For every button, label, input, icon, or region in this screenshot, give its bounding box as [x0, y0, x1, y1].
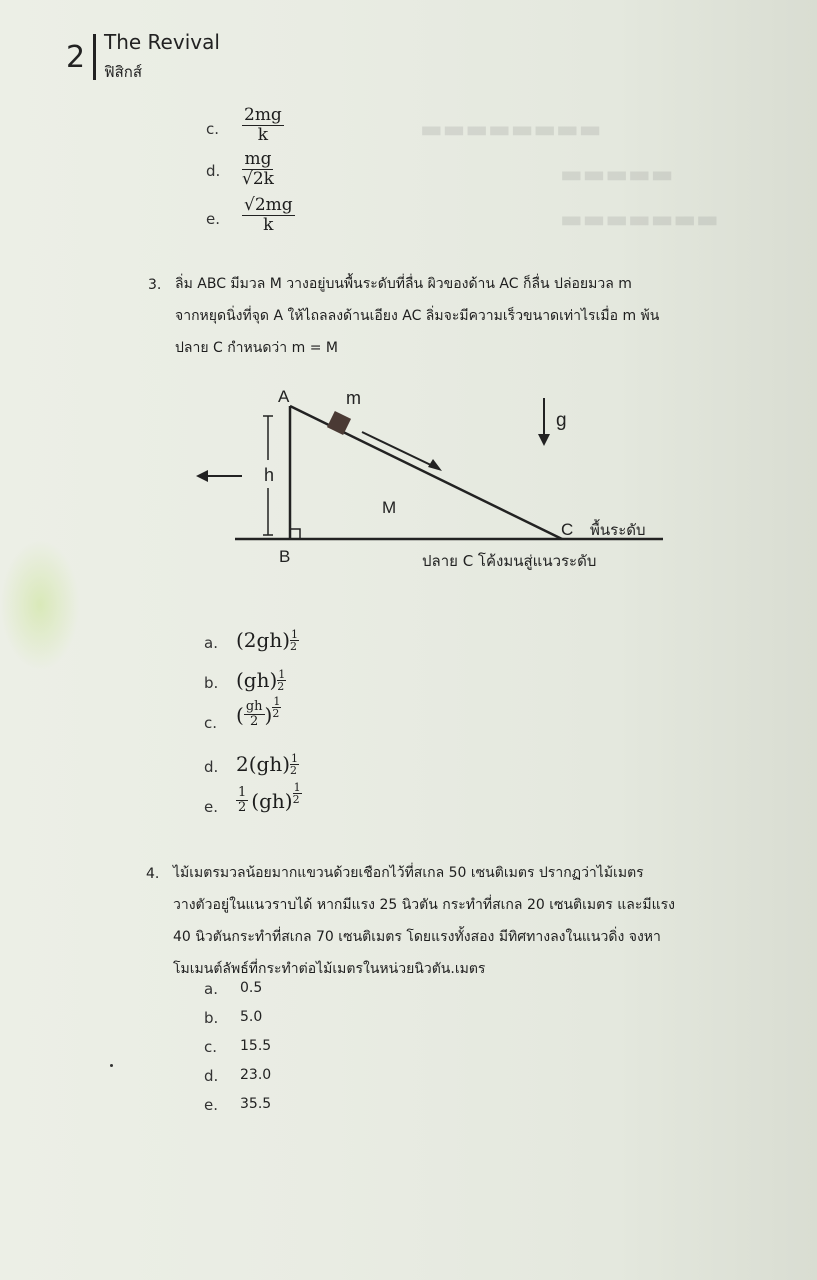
label-M: M	[382, 498, 397, 517]
motion-arrow-line	[362, 432, 435, 467]
option-value: 5.0	[240, 1009, 263, 1025]
fraction-numerator: √2mg	[244, 195, 293, 215]
option-value: 35.5	[240, 1096, 272, 1112]
option-letter: d.	[206, 162, 221, 180]
book-subject: ฟิสิกส์	[104, 63, 143, 81]
option-letter: a.	[204, 980, 218, 998]
exponent-half	[290, 629, 299, 652]
fraction	[242, 150, 274, 188]
q4-option-c	[204, 1038, 404, 1067]
fraction-denominator: k	[257, 124, 269, 145]
option-letter: c.	[206, 120, 220, 138]
label-h: h	[264, 465, 275, 485]
exponent-half	[272, 696, 281, 719]
fraction-numerator: gh	[245, 699, 263, 714]
fraction-numerator: mg	[244, 149, 272, 169]
exponent-den: 2	[277, 680, 285, 693]
fraction-numerator: 2mg	[244, 105, 282, 125]
ground-label: พื้นระดับ	[590, 521, 646, 539]
exponent-num: 1	[273, 695, 281, 709]
bleed-through-shadow: ▬▬▬▬▬▬▬▬	[420, 115, 602, 143]
option-letter: e.	[204, 1096, 218, 1114]
exponent-den: 2	[292, 793, 300, 807]
bleed-through-shadow: ▬▬▬▬▬	[560, 160, 674, 188]
coefficient-fraction	[236, 786, 248, 816]
question-3-line: ลิ่ม ABC มีมวล M วางอยู่บนพื้นระดับที่ลื่น ผิวของด้าน AC ก็ลื่น ปล่อยมวล m	[175, 276, 632, 292]
expression-base: (gh)	[236, 668, 278, 692]
fraction-denominator: 2	[238, 800, 247, 816]
question-3-line: จากหยุดนิ่งที่จุด A ให้ไถลลงด้านเอียง AC ลิ่มจะมีความเร็วขนาดเท่าไรเมื่อ m พ้น	[175, 308, 660, 324]
ink-dot	[110, 1064, 113, 1067]
label-C: C	[561, 520, 574, 539]
exponent-num: 1	[278, 668, 286, 681]
fraction	[244, 700, 265, 730]
fraction-denominator: √2k	[242, 168, 274, 189]
option-letter: c.	[204, 1038, 218, 1056]
label-m: m	[346, 388, 361, 408]
exponent-half	[277, 669, 286, 692]
option-value: 15.5	[240, 1038, 272, 1054]
gravity-arrow-head	[538, 434, 550, 446]
option-letter: d.	[204, 1067, 219, 1085]
figure-caption: ปลาย C โค้งมนสู่แนวระดับ	[422, 552, 597, 570]
option-letter: b.	[204, 674, 219, 692]
motion-arrow-head	[428, 459, 442, 471]
bleed-through-shadow: ▬▬▬▬▬▬▬	[560, 205, 719, 233]
option-letter: d.	[204, 758, 219, 776]
q4-option-a	[204, 980, 404, 1009]
answer-expression	[236, 781, 302, 816]
label-g: g	[556, 410, 567, 431]
question-4-line: วางตัวอยู่ในแนวราบได้ หากมีแรง 25 นิวตัน กระทำที่สเกล 20 เซนติเมตร และมีแรง	[173, 897, 675, 913]
wedge-diagram	[180, 380, 680, 580]
book-title: The Revival	[104, 30, 220, 54]
answer-expression	[236, 628, 299, 652]
answer-expression	[236, 668, 286, 692]
q4-options	[204, 980, 404, 1125]
wedge-motion-arrow-head	[196, 470, 208, 482]
label-B: B	[279, 547, 291, 566]
option-letter: b.	[204, 1009, 219, 1027]
option-letter: e.	[206, 210, 220, 228]
answer-expression	[236, 695, 281, 730]
fraction	[242, 196, 295, 234]
option-value: 23.0	[240, 1067, 272, 1083]
fraction-denominator: k	[263, 214, 274, 235]
page-number: 2	[66, 40, 86, 75]
expression-paren-open: (	[236, 702, 244, 727]
expression-base: 2(gh)	[236, 752, 291, 776]
question-4-number: 4.	[146, 866, 160, 882]
option-letter: e.	[204, 798, 218, 816]
fraction-denominator: 2	[250, 714, 259, 730]
label-A: A	[278, 387, 290, 406]
fraction	[242, 106, 284, 144]
block-m	[327, 411, 351, 435]
question-3-number: 3.	[148, 277, 162, 293]
exponent-den: 2	[290, 764, 298, 777]
option-letter: c.	[204, 714, 218, 732]
question-3-line: ปลาย C กำหนดว่า m = M	[175, 340, 338, 356]
question-4-text	[173, 857, 773, 985]
exponent-den: 2	[272, 707, 280, 721]
fraction-numerator: 1	[238, 785, 247, 800]
question-4-line: โมเมนต์ลัพธ์ที่กระทำต่อไม้เมตรในหน่วยนิวตัน.เมตร	[173, 961, 486, 977]
exponent-num: 1	[293, 781, 301, 795]
exponent-den: 2	[290, 640, 298, 653]
question-4-line: 40 นิวตันกระทำที่สเกล 70 เซนติเมตร โดยแรงทั้งสอง มีทิศทางลงในแนวดิ่ง จงหา	[173, 929, 661, 945]
exponent-half	[293, 782, 302, 805]
option-letter: a.	[204, 634, 218, 652]
right-angle-mark	[290, 529, 300, 539]
expression-base: (gh)	[251, 788, 293, 813]
expression-base: (2gh)	[236, 628, 291, 652]
exponent-num: 1	[291, 628, 299, 641]
page-smudge	[0, 540, 80, 670]
q4-option-e	[204, 1096, 404, 1125]
exponent-num: 1	[291, 752, 299, 765]
header-divider	[93, 34, 96, 80]
question-4-line: ไม้เมตรมวลน้อยมากแขวนด้วยเชือกไว้ที่สเกล 50 เซนติเมตร ปรากฏว่าไม้เมตร	[173, 865, 644, 881]
q4-option-d	[204, 1067, 404, 1096]
question-3-text	[175, 268, 775, 364]
exponent-half	[290, 753, 299, 776]
expression-paren-close: )	[264, 702, 273, 727]
answer-expression	[236, 752, 299, 776]
option-value: 0.5	[240, 980, 263, 996]
q4-option-b	[204, 1009, 404, 1038]
